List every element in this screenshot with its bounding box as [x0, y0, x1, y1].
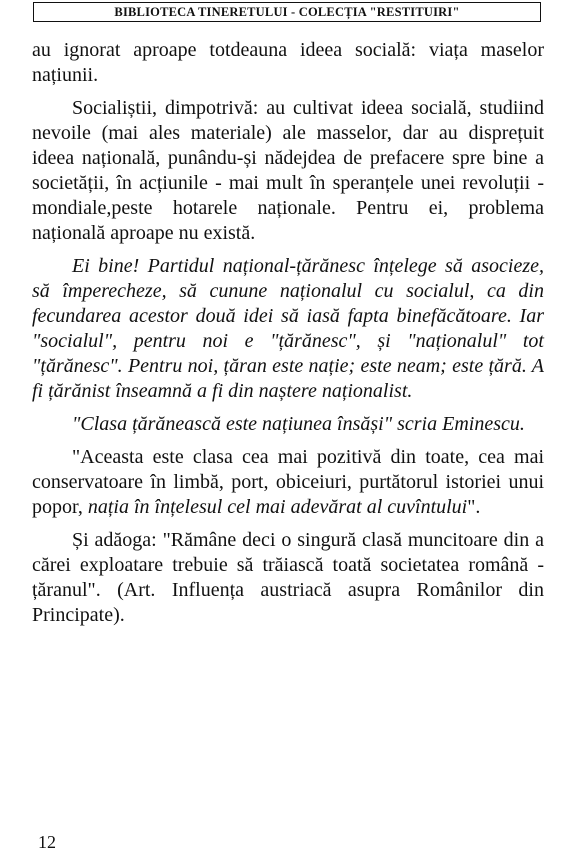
paragraph-5-end: ". — [467, 496, 481, 518]
paragraph-1: au ignorat aproape totdeauna ideea socială: viața maselor națiunii. — [32, 39, 544, 86]
paragraph-5 — [32, 445, 544, 520]
running-header: BIBLIOTECA TINERETULUI - COLECȚIA "RESTITUIRI" — [33, 2, 541, 22]
paragraph-6: Și adăoga: "Rămâne deci o singură clasă muncitoare din a cărei exploatare trebuie să trăiască toată societatea română - țăranul". (Art. Influența austriacă asupra Românilor din Principate). — [32, 529, 544, 626]
paragraph-2: Socialiștii, dimpotrivă: au cultivat ideea socială, studiind nevoile (mai ales materiale) ale masselor, dar au disprețuit ideea națională, punându-și nădejdea de prefacere spre bine a societății, în acțiunile - mai mult în speranțele unei revoluții - mondiale,peste hotarele naționale. Pentru ei, problema națională aproape nu există. — [32, 97, 544, 244]
page-number: 12 — [38, 832, 56, 852]
paragraph-3-italic: Ei bine! Partidul național-țărănesc înțelege să asocieze, să împerecheze, să cunune naționalul cu socialul, ca din fecundarea acestor două idei să iasă fapta binefăcătoare. Iar "socialul", pentru noi e "țărănesc", și "naționalul" tot "țărănesc". Pentru noi, țăran este nație; este neam; este țără. A fi țărănist înseamnă a fi din naștere naționalist. — [32, 255, 544, 402]
paragraph-4-quote: "Clasa țărănească este națiunea însăși" scria Eminescu. — [72, 413, 525, 435]
paragraph-5-text: "Aceasta este clasa cea mai pozitivă din toate, cea mai conservatoare în limbă, port, obiceiuri, purtătorul istoriei unui popor, — [32, 446, 544, 518]
body-text — [32, 38, 544, 628]
paragraph-5-emphasis: nația în înțelesul cel mai adevărat al cuvîntului — [87, 496, 468, 518]
